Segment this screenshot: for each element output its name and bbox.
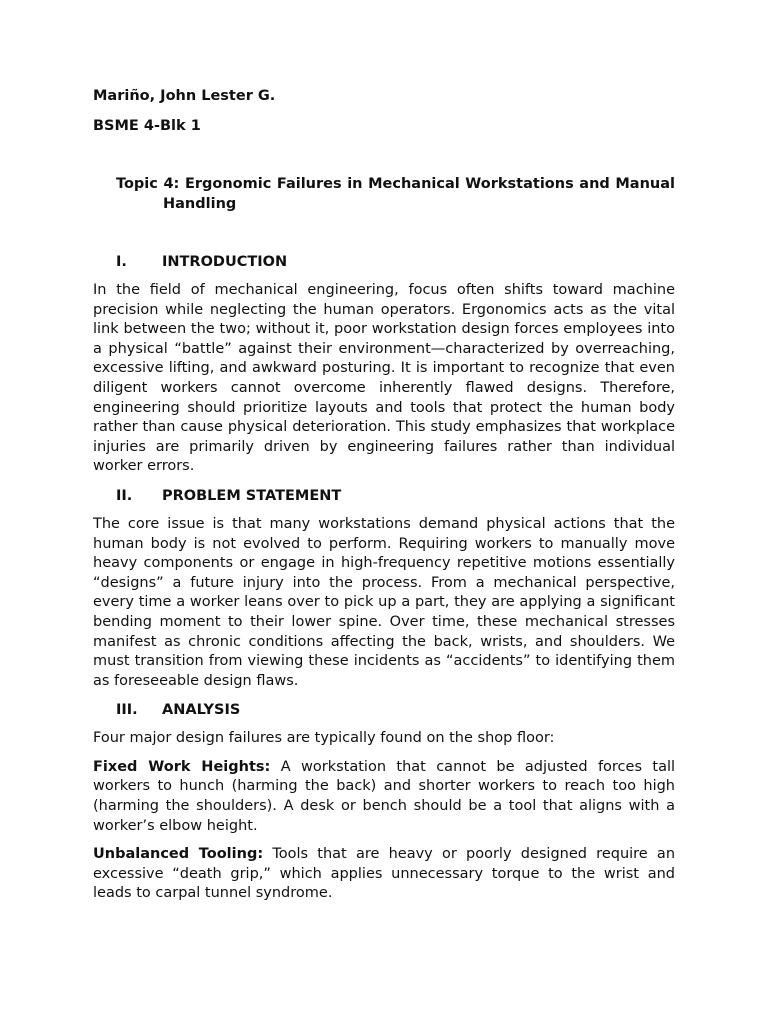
heading-number: II. xyxy=(116,487,133,504)
heading-introduction xyxy=(93,252,675,272)
document-topic: Topic 4: Ergonomic Failures in Mechanical Workstations and Manual Handling xyxy=(116,176,675,212)
analysis-item-unbalanced-tooling xyxy=(93,845,675,904)
heading-problem-statement xyxy=(93,486,675,506)
heading-title: ANALYSIS xyxy=(162,702,241,719)
analysis-item-term: Fixed Work Heights: xyxy=(93,758,271,775)
heading-title: PROBLEM STATEMENT xyxy=(162,487,342,504)
analysis-item-fixed-work-heights xyxy=(93,758,675,836)
class-section: BSME 4-Blk 1 xyxy=(93,118,201,134)
analysis-item-text: Tools that are heavy or poorly designed require an excessive “death grip,” which applies unnecessary torque to the wrist and leads to carpal tunnel syndrome. xyxy=(93,846,676,902)
heading-analysis xyxy=(93,700,675,720)
document-page xyxy=(93,86,675,904)
author-name: Mariño, John Lester G. xyxy=(93,88,276,104)
heading-title: INTRODUCTION xyxy=(162,254,288,270)
problem-statement-paragraph: The core issue is that many workstations demand physical actions that the human body is not evolved to perform. Requiring workers to manually move heavy components or engage in high-frequency repetitive motions essentially “designs” a future injury into the process. From a mechanical perspective, every time a worker leans over to pick up a part, they are applying a significant bending moment to their lower spine. Over time, these mechanical stresses manifest as chronic conditions affecting the back, wrists, and shoulders. We must transition from viewing these incidents as “accidents” to identifying them as foreseeable design flaws. xyxy=(93,515,675,689)
analysis-item-term: Unbalanced Tooling: xyxy=(93,846,264,863)
analysis-item-text: A workstation that cannot be adjusted forces tall workers to hunch (harming the back) and shorter workers to reach too high (harming the shoulders). A desk or bench should be a tool that aligns with a worker’s elbow height. xyxy=(93,758,676,834)
introduction-paragraph: In the field of mechanical engineering, focus often shifts toward machine precision while neglecting the human operators. Ergonomics acts as the vital link between the two; without it, poor workstation design forces employees into a physical “battle” against their environment—characterized by overreaching, excessive lifting, and awkward posturing. It is important to recognize that even diligent workers cannot overcome inherently flawed designs. Therefore, engineering should prioritize layouts and tools that protect the human body rather than cause physical deterioration. This study emphasizes that workplace injuries are primarily driven by engineering failures rather than individual worker errors. xyxy=(93,282,675,475)
heading-number: I. xyxy=(116,254,127,270)
heading-number: III. xyxy=(116,702,138,719)
analysis-intro-paragraph: Four major design failures are typically found on the shop floor: xyxy=(93,730,555,747)
